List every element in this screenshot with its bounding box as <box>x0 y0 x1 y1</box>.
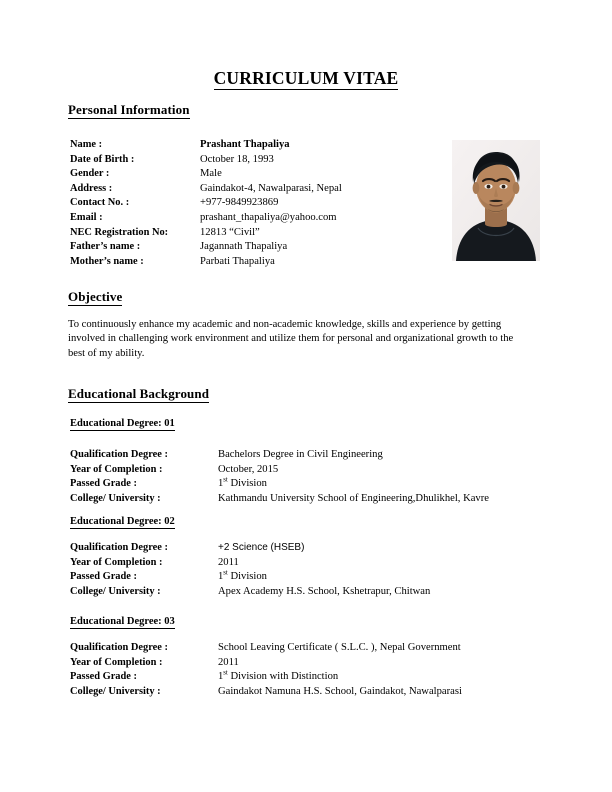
personal-field-value: 12813 “Civil” <box>200 226 260 238</box>
education-fields-1 <box>70 448 489 506</box>
education-field-value: Bachelors Degree in Civil Engineering <box>218 449 383 460</box>
personal-information-fields <box>70 138 342 269</box>
education-field-label: Qualification Degree : <box>70 642 168 653</box>
education-field-value: Gaindakot Namuna H.S. School, Gaindakot, Nawalparasi <box>218 685 462 697</box>
personal-field-value: Jagannath Thapaliya <box>200 241 288 253</box>
education-fields-3 <box>70 641 462 699</box>
education-fields-2 <box>70 541 430 599</box>
field-row <box>70 240 342 255</box>
applicant-photo <box>452 140 540 261</box>
page-title <box>0 68 612 89</box>
field-row <box>70 641 462 656</box>
field-row <box>70 138 342 153</box>
education-field-label: Qualification Degree : <box>70 542 168 553</box>
field-row <box>70 556 430 571</box>
personal-field-label: Address : <box>70 182 113 194</box>
education-subheading-3-text: Educational Degree: 03 <box>70 616 175 627</box>
personal-field-label: Contact No. : <box>70 197 130 209</box>
personal-field-value: Gaindakot-4, Nawalparasi, Nepal <box>200 182 342 194</box>
education-field-value: October, 2015 <box>218 463 279 475</box>
ordinal-suffix: st <box>223 476 228 484</box>
section-heading-objective-text: Objective <box>68 289 123 304</box>
field-row <box>70 570 430 585</box>
field-row <box>70 167 342 182</box>
section-heading-personal-information <box>68 102 190 118</box>
field-row <box>70 477 489 492</box>
education-field-value: Apex Academy H.S. School, Kshetrapur, Chitwan <box>218 585 431 597</box>
field-row <box>70 196 342 211</box>
personal-field-label: NEC Registration No: <box>70 226 169 238</box>
education-field-label: Qualification Degree : <box>70 449 168 460</box>
education-field-label: College/ University : <box>70 585 161 597</box>
ordinal-suffix: st <box>223 669 228 677</box>
field-row <box>70 656 462 671</box>
education-field-value: 1st Division <box>218 476 267 490</box>
personal-field-label: Mother’s name : <box>70 255 144 267</box>
personal-field-label: Date of Birth : <box>70 153 135 165</box>
education-field-value: 1st Division <box>218 569 267 583</box>
education-field-label: Year of Completion : <box>70 656 163 668</box>
field-row <box>70 585 430 600</box>
personal-field-value: Prashant Thapaliya <box>200 139 290 150</box>
personal-field-label: Gender : <box>70 168 110 180</box>
personal-field-value: prashant_thapaliya@yahoo.com <box>200 211 337 223</box>
education-field-value: 2011 <box>218 656 239 668</box>
education-field-value: School Leaving Certificate ( S.L.C. ), Nepal Government <box>218 642 461 653</box>
field-row <box>70 670 462 685</box>
personal-field-value: Parbati Thapaliya <box>200 255 275 267</box>
education-subheading-2-text: Educational Degree: 02 <box>70 516 175 527</box>
section-heading-educational-background-text: Educational Background <box>68 386 210 401</box>
education-field-label: Year of Completion : <box>70 463 163 475</box>
field-row <box>70 492 489 507</box>
section-heading-personal-information-text: Personal Information <box>68 102 190 117</box>
education-field-value: Kathmandu University School of Engineering,Dhulikhel, Kavre <box>218 492 489 504</box>
field-row <box>70 448 489 463</box>
education-field-label: College/ University : <box>70 685 161 697</box>
education-field-label: College/ University : <box>70 492 161 504</box>
objective-paragraph: To continuously enhance my academic and non-academic knowledge, skills and experience by getting involved in challenging work environment and utilize them for personal and organizational growth to the best of my ability. <box>68 319 514 359</box>
field-row <box>70 211 342 226</box>
personal-field-label: Father’s name : <box>70 241 141 253</box>
field-row <box>70 153 342 168</box>
education-subheading-3 <box>70 616 175 627</box>
field-row <box>70 182 342 197</box>
section-heading-educational-background <box>68 386 209 402</box>
personal-field-value: +977-9849923869 <box>200 197 279 209</box>
education-field-value: 1st Division with Distinction <box>218 669 339 683</box>
field-row <box>70 463 489 478</box>
field-row <box>70 226 342 241</box>
section-heading-objective <box>68 289 122 305</box>
education-field-label: Passed Grade : <box>70 478 137 490</box>
education-field-value: 2011 <box>218 556 239 568</box>
field-row <box>70 685 462 700</box>
personal-field-label: Email : <box>70 211 103 223</box>
education-subheading-1 <box>70 418 175 429</box>
education-subheading-2 <box>70 516 175 527</box>
education-subheading-1-text: Educational Degree: 01 <box>70 418 175 429</box>
personal-field-label: Name : <box>70 139 103 150</box>
personal-field-value: Male <box>200 168 222 180</box>
field-row <box>70 255 342 270</box>
education-field-label: Passed Grade : <box>70 571 137 583</box>
page-title-text: CURRICULUM VITAE <box>213 68 399 88</box>
personal-field-value: October 18, 1993 <box>200 153 274 165</box>
field-row <box>70 541 430 556</box>
ordinal-suffix: st <box>223 569 228 577</box>
education-field-label: Passed Grade : <box>70 671 137 683</box>
education-field-value: +2 Science (HSEB) <box>218 542 305 553</box>
education-field-label: Year of Completion : <box>70 556 163 568</box>
